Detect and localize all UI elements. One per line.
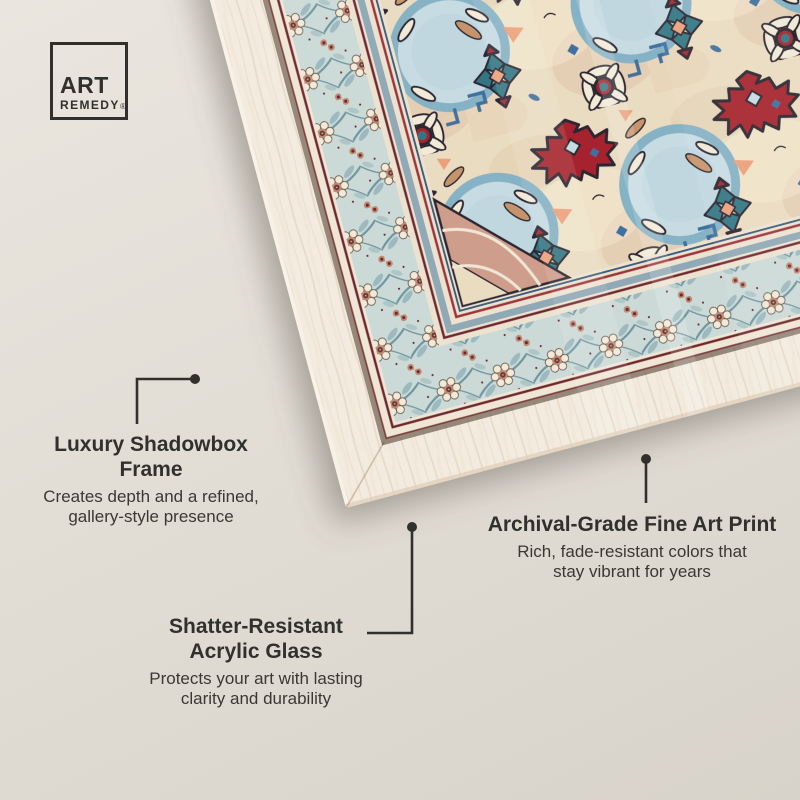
- callout-luxury-shadowbox-frame: [5, 432, 297, 527]
- callout-description: Rich, fade-resistant colors that stay vibrant for years: [517, 542, 747, 581]
- callout-description: Creates depth and a refined, gallery-style presence: [43, 487, 259, 526]
- connector-dot: [190, 374, 200, 384]
- connector-fine-art-print: [641, 454, 651, 503]
- callout-description: Protects your art with lasting clarity and durability: [149, 669, 363, 708]
- callout-title: Luxury Shadowbox Frame: [54, 433, 248, 481]
- brand-name-remedy: REMEDY: [60, 98, 120, 112]
- connector-dot: [641, 454, 651, 464]
- callout-title: Archival-Grade Fine Art Print: [487, 513, 777, 536]
- glass-reflection: [86, 0, 800, 494]
- callout-shatter-resistant-acrylic-glass: [106, 614, 406, 709]
- brand-logo: [50, 42, 128, 120]
- connector-dot: [407, 522, 417, 532]
- brand-name-art: ART: [60, 72, 109, 98]
- callout-archival-fine-art-print: [462, 512, 800, 582]
- connector-shadowbox-frame: [137, 374, 200, 424]
- registered-trademark-symbol: ®: [120, 102, 126, 111]
- callout-title: Shatter-Resistant Acrylic Glass: [169, 615, 343, 663]
